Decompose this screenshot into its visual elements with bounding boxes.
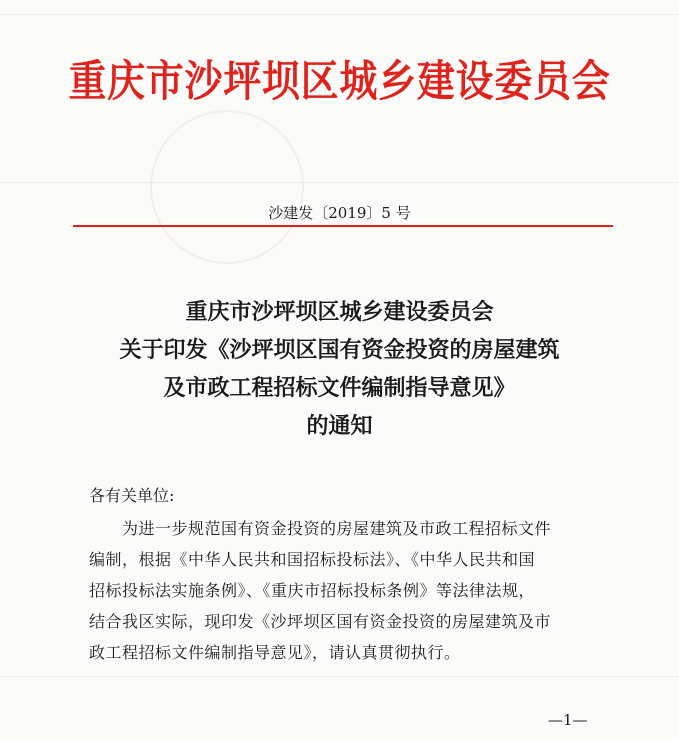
body-line: 编制，根据《中华人民共和国招标投标法》、《中华人民共和国 [89, 550, 536, 569]
red-separator-line [73, 225, 613, 227]
body-paragraph [89, 513, 609, 668]
bleed-through-line [0, 14, 679, 15]
bleed-through-line [0, 182, 679, 183]
title-line: 重庆市沙坪坝区城乡建设委员会 [185, 299, 494, 325]
title-line: 关于印发《沙坪坝区国有资金投资的房屋建筑 [119, 337, 560, 363]
body-line: 结合我区实际，现印发《沙坪坝区国有资金投资的房屋建筑及市 [89, 612, 552, 631]
document-number: 沙建发〔2019〕5 号 [268, 204, 411, 222]
page-number: —1— [548, 711, 588, 729]
issuer-red-header: 重庆市沙坪坝区城乡建设委员会 [68, 57, 611, 107]
title-line: 的通知 [306, 413, 373, 439]
stamp-bleed-through [150, 110, 304, 264]
notice-title [0, 293, 679, 445]
body-line: 为进一步规范国有资金投资的房屋建筑及市政工程招标文件 [122, 519, 552, 538]
title-line: 及市政工程招标文件编制指导意见》 [163, 375, 516, 401]
salutation: 各有关单位: [89, 486, 175, 505]
body-line: 政工程招标文件编制指导意见》，请认真贯彻执行。 [89, 643, 461, 662]
body-line: 招标投标法实施条例》、《重庆市招标投标条例》等法律法规， [89, 581, 536, 600]
bleed-through-line [0, 676, 679, 677]
